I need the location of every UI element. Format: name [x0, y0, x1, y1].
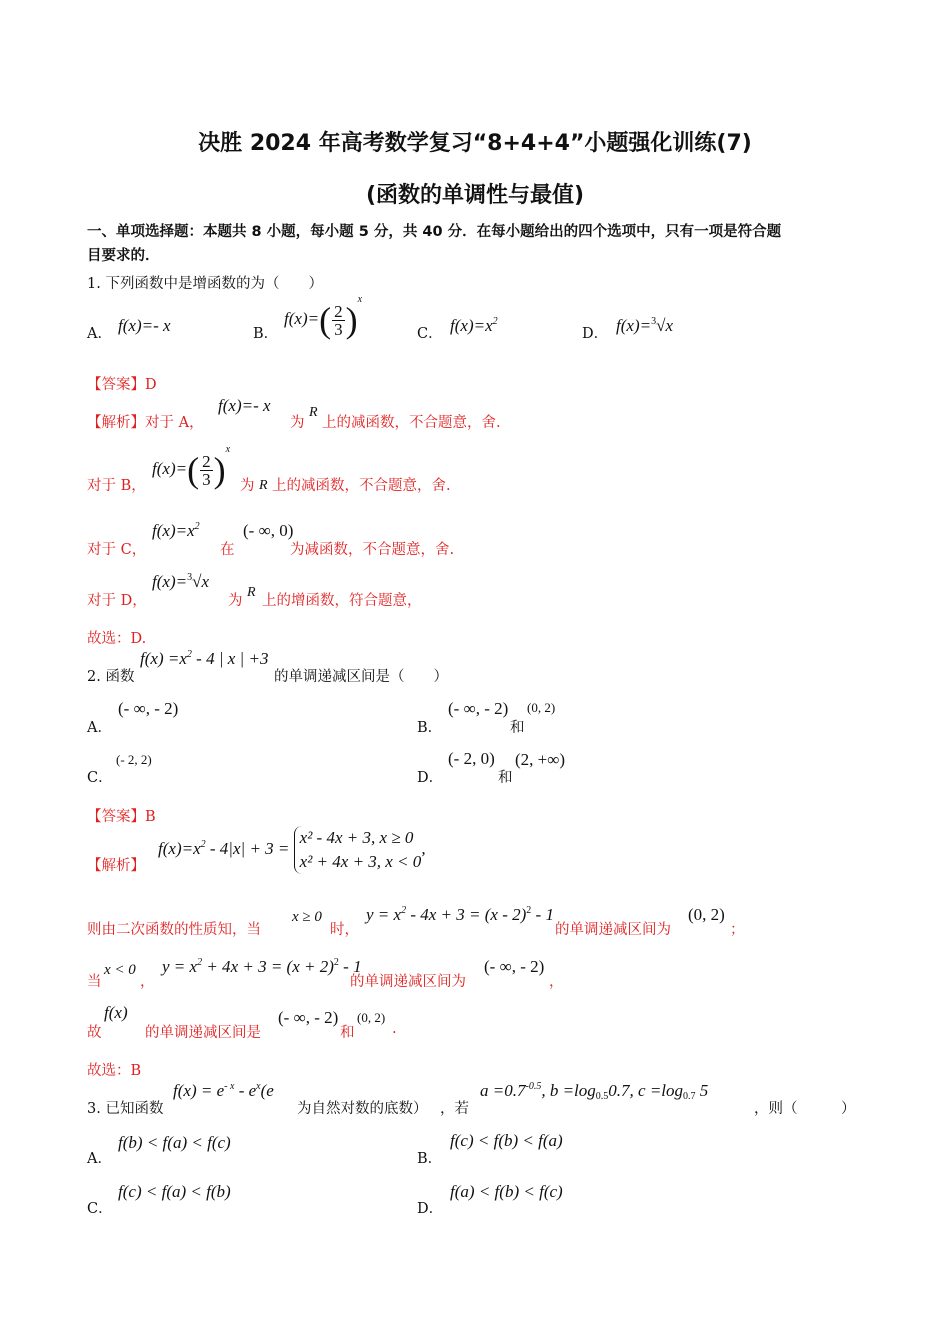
q1-analysis-d-r: R	[247, 585, 256, 600]
q2-line1-mid: 的单调递减区间为	[555, 922, 671, 938]
q1-answer: 【答案】D	[87, 377, 157, 393]
section-heading-line2: 目要求的．	[87, 248, 160, 264]
q2-option-d-and: 和	[498, 770, 513, 786]
q1-option-b-math: f(x)=( $\frac{2}{3}$ )$^x$	[284, 294, 363, 341]
q1-analysis-b-r: R	[259, 478, 268, 493]
q2-option-a-label: A．	[87, 720, 112, 736]
q2-option-b-math1: (- ∞, - 2)	[448, 699, 509, 718]
q3-option-d-label: D．	[417, 1201, 444, 1217]
q1-option-c-label: C．	[417, 326, 443, 342]
q1-analysis-c-math: $f(x)=x^2$	[152, 521, 200, 540]
q2-line3-and: 和	[340, 1025, 355, 1041]
q2-line1-cond: x ≥ 0	[292, 909, 322, 925]
q1-analysis-c-interval: (- ∞, 0)	[243, 521, 294, 540]
q1-analysis-d-text2: 上的增函数，符合题意，	[262, 593, 422, 609]
q2-line3-i1: (- ∞, - 2)	[278, 1008, 339, 1027]
q1-analysis-b-text1: 为	[240, 478, 255, 494]
q2-line3-i2: (0, 2)	[357, 1010, 386, 1025]
q2-answer: 【答案】B	[87, 809, 156, 825]
q2-line3-f: f(x)	[104, 1003, 128, 1022]
q2-option-c-math: (- 2, 2)	[116, 752, 152, 767]
q3-option-d-math: f(a) < f(b) < f(c)	[450, 1182, 563, 1201]
q2-analysis-piecewise: $f(x)=x^2 - 4|x| + 3$ = x² - 4x + 3, x ≥ 0 x² + 4x + 3, x < 0 ,	[158, 826, 426, 874]
q1-analysis-a-math: f(x)=- x	[218, 396, 271, 415]
q1-analysis-d-prefix: 对于 D，	[87, 593, 147, 609]
page-title: 决胜 2024 年高考数学复习“8+4+4”小题强化训练(7)	[198, 131, 752, 156]
q3-stem-prefix: 3. 已知函数	[87, 1101, 164, 1117]
q2-line1-when: 时，	[330, 922, 359, 938]
q2-line3-prefix: 故	[87, 1025, 102, 1041]
q3-stem-if: ，若	[440, 1101, 469, 1117]
q1-analysis-d-math: f(x)=$^3$√x	[152, 572, 209, 591]
q1-analysis-b-math: f(x)=( $\frac{2}{3}$ )$^x$	[152, 444, 231, 491]
q2-option-b-label: B．	[417, 720, 443, 736]
q1-option-a-math: f(x)=- x	[118, 316, 171, 335]
q1-analysis-c-text1: 在	[220, 542, 235, 558]
q2-analysis-tag: 【解析】	[87, 858, 145, 874]
q2-stem-math: $f(x) =x^2 - 4$ | x | +3	[140, 649, 269, 668]
q2-line3-mid: 的单调递减区间是	[145, 1025, 261, 1041]
q1-option-c-math: $f(x)=x^2$	[450, 316, 498, 335]
q3-option-b-label: B．	[417, 1151, 443, 1167]
q2-line1-end: ；	[730, 922, 745, 938]
q2-line2-end: ，	[549, 974, 564, 990]
q2-stem-prefix: 2. 函数	[87, 669, 135, 685]
q1-analysis-a-r: R	[309, 405, 318, 420]
q1-analysis-a-text2: 上的减函数，不合题意，舍.	[322, 415, 501, 431]
q3-option-c-math: f(c) < f(a) < f(b)	[118, 1182, 231, 1201]
q2-line2-interval: (- ∞, - 2)	[484, 957, 545, 976]
q1-analysis-b-text2: 上的减函数，不合题意，舍.	[272, 478, 451, 494]
q2-piece-2: x² + 4x + 3, x < 0	[299, 852, 422, 871]
q3-option-a-math: f(b) < f(a) < f(c)	[118, 1133, 231, 1152]
q2-stem-suffix: 的单调递减区间是（ ）	[274, 669, 448, 685]
q1-analysis-b-prefix: 对于 B，	[87, 478, 146, 494]
q2-line1-expr: $y = x^2 - 4x + 3 = (x - 2)^2 - 1$	[366, 905, 554, 924]
q2-line2-prefix: 当	[87, 974, 102, 990]
q2-line1-interval: (0, 2)	[688, 905, 725, 924]
q3-option-b-math: f(c) < f(b) < f(a)	[450, 1131, 563, 1150]
q2-line3-end: .	[392, 1021, 397, 1037]
q1-option-b-label: B．	[253, 326, 279, 342]
q1-analysis-a-text1: 为	[290, 415, 305, 431]
q2-line2-comma: ，	[140, 974, 155, 990]
q1-option-d-label: D．	[582, 326, 609, 342]
q2-line2-expr: $y = x^2 + 4x + 3 = (x + 2)^2 - 1$	[162, 957, 362, 976]
q2-line2-cond: x < 0	[104, 962, 136, 978]
q2-piece-1: x² - 4x + 3, x ≥ 0	[299, 828, 414, 847]
section-heading-line1: 一、单项选择题：本题共 8 小题，每小题 5 分，共 40 分．在每小题给出的四个选项中，只有一项是符合题	[87, 224, 782, 240]
q1-analysis-d-text1: 为	[228, 593, 243, 609]
q1-stem: 1. 下列函数中是增函数的为（ ）	[87, 276, 323, 292]
q1-analysis-a: 【解析】对于 A，	[87, 415, 204, 431]
q1-analysis-c-prefix: 对于 C，	[87, 542, 147, 558]
q3-stem-math: $f(x) = e^{- x} - e^x(e$	[173, 1081, 274, 1100]
q1-analysis-c-text2: 为减函数，不合题意，舍.	[290, 542, 455, 558]
page-subtitle: (函数的单调性与最值)	[365, 183, 585, 208]
q2-conclusion: 故选：B	[87, 1063, 142, 1079]
q2-option-b-and: 和	[510, 720, 525, 736]
q2-line1-prefix: 则由二次函数的性质知，当	[87, 922, 261, 938]
q1-option-a-label: A．	[87, 326, 112, 342]
q3-stem-values: $a =0.7^{-0.5}$, $b =\log_{0.5}0.7$, $c =\log_{0.7}$ 5	[480, 1081, 709, 1102]
q2-option-b-math2: (0, 2)	[527, 700, 556, 715]
q3-stem-suffix: ，则（ ）	[754, 1101, 856, 1117]
q2-option-c-label: C．	[87, 770, 113, 786]
q3-option-c-label: C．	[87, 1201, 113, 1217]
q2-option-d-math2: (2, +∞)	[515, 750, 566, 769]
q2-line2-mid: 的单调递减区间为	[350, 974, 466, 990]
q2-option-d-label: D．	[417, 770, 444, 786]
q1-option-d-math: f(x)=$^3$√x	[616, 316, 673, 335]
q2-option-a-math: (- ∞, - 2)	[118, 699, 179, 718]
q1-conclusion: 故选：D.	[87, 631, 147, 647]
q3-option-a-label: A．	[87, 1151, 112, 1167]
q2-option-d-math1: (- 2, 0)	[448, 749, 495, 768]
q3-stem-mid: 为自然对数的底数）	[297, 1101, 428, 1117]
